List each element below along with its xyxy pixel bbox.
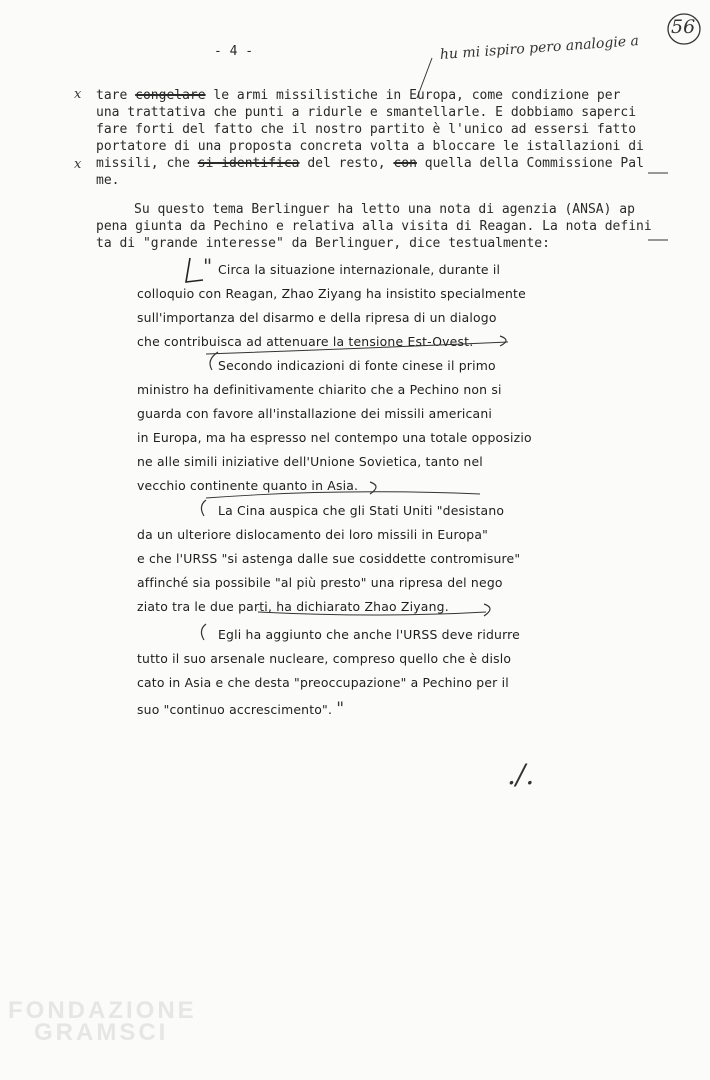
quote-line: guarda con favore all'installazione dei missili americani xyxy=(137,406,493,421)
quote-line: cato in Asia e che desta "preoccupazione" a Pechino per il xyxy=(137,675,509,690)
separator-mark xyxy=(500,336,506,346)
end-mark: ./. xyxy=(507,758,535,791)
text-line: fare forti del fatto che il nostro partito è l'unico ad essersi fatto xyxy=(96,122,637,137)
text-line: una trattativa che punti a ridurle e smantellarle. E dobbiamo saperci xyxy=(96,105,637,120)
watermark-line: GRAMSCI xyxy=(34,1019,169,1046)
quote-line: da un ulteriore dislocamento dei loro missili in Europa" xyxy=(137,527,489,542)
quote-line: in Europa, ma ha espresso nel contempo una totale opposizio xyxy=(137,430,532,445)
quote-line: Circa la situazione internazionale, durante il xyxy=(218,262,501,277)
opening-quote-mark: " xyxy=(203,254,213,278)
quote-line: sull'importanza del disarmo e della ripresa di un dialogo xyxy=(137,310,497,325)
struck-word: congelare xyxy=(135,88,206,103)
quote-line: e che l'URSS "si astenga dalle sue cosiddette contromisure" xyxy=(137,551,521,566)
text-line: Su questo tema Berlinguer ha letto una nota di agenzia (ANSA) ap xyxy=(134,202,635,217)
handwritten-note: hu mi ispiro pero analogie a xyxy=(439,33,640,63)
archive-watermark xyxy=(8,997,197,1046)
quote-line: tutto il suo arsenale nucleare, compreso quello che è dislo xyxy=(137,651,512,666)
text-fragment: le armi missilistiche in Europa, come condizione per xyxy=(213,88,621,103)
separator-mark xyxy=(201,624,206,640)
watermark-line: FONDAZIONE xyxy=(8,997,197,1024)
text-line: pena giunta da Pechino e relativa alla visita di Reagan. La nota defini xyxy=(96,219,652,234)
quote-line: Egli ha aggiunto che anche l'URSS deve ridurre xyxy=(218,627,521,642)
margin-mark: x xyxy=(74,87,82,102)
text-line: ta di "grande interesse" da Berlinguer, dice testualmente: xyxy=(96,236,550,251)
folio-number: 56 xyxy=(671,16,696,38)
struck-word: si identifica xyxy=(197,156,300,171)
quote-line: Secondo indicazioni di fonte cinese il primo xyxy=(218,358,496,373)
text-line: portatore di una proposta concreta volta a bloccare le istallazioni di xyxy=(96,139,644,154)
underline-stroke xyxy=(206,492,480,498)
quote-line: che contribuisca ad attenuare la tensione Est-Ovest. xyxy=(137,334,474,349)
text-line: me. xyxy=(96,173,120,188)
text-fragment: quella della Commissione Pal xyxy=(424,156,644,171)
separator-mark xyxy=(201,500,206,516)
margin-mark: x xyxy=(74,157,82,172)
quote-line: affinché sia possibile "al più presto" una ripresa del nego xyxy=(137,575,503,590)
insertion-line xyxy=(417,58,432,98)
struck-word: con xyxy=(393,156,417,171)
text-fragment: suo "continuo accrescimento". xyxy=(137,702,333,717)
text-fragment: missili, che xyxy=(96,156,190,171)
quote-line: ziato tra le due parti, ha dichiarato Zhao Ziyang. xyxy=(137,599,449,614)
closing-quote-mark: " xyxy=(336,699,345,719)
page-number: - 4 - xyxy=(214,44,254,59)
text-fragment: del resto, xyxy=(307,156,386,171)
quote-line: ne alle simili iniziative dell'Unione Sovietica, tanto nel xyxy=(137,454,483,469)
bracket-mark xyxy=(186,258,203,282)
folio-circle xyxy=(668,14,700,44)
quote-line: ministro ha definitivamente chiarito che a Pechino non si xyxy=(137,382,502,397)
quote-line: La Cina auspica che gli Stati Uniti "desistano xyxy=(218,503,505,518)
separator-mark xyxy=(484,604,490,616)
quote-line: colloquio con Reagan, Zhao Ziyang ha insistito specialmente xyxy=(137,286,526,301)
underline-stroke xyxy=(258,612,486,615)
separator-mark xyxy=(210,352,218,370)
text-fragment: tare xyxy=(96,88,128,103)
underline-stroke xyxy=(206,342,508,354)
quote-line: vecchio continente quanto in Asia. xyxy=(137,478,359,493)
